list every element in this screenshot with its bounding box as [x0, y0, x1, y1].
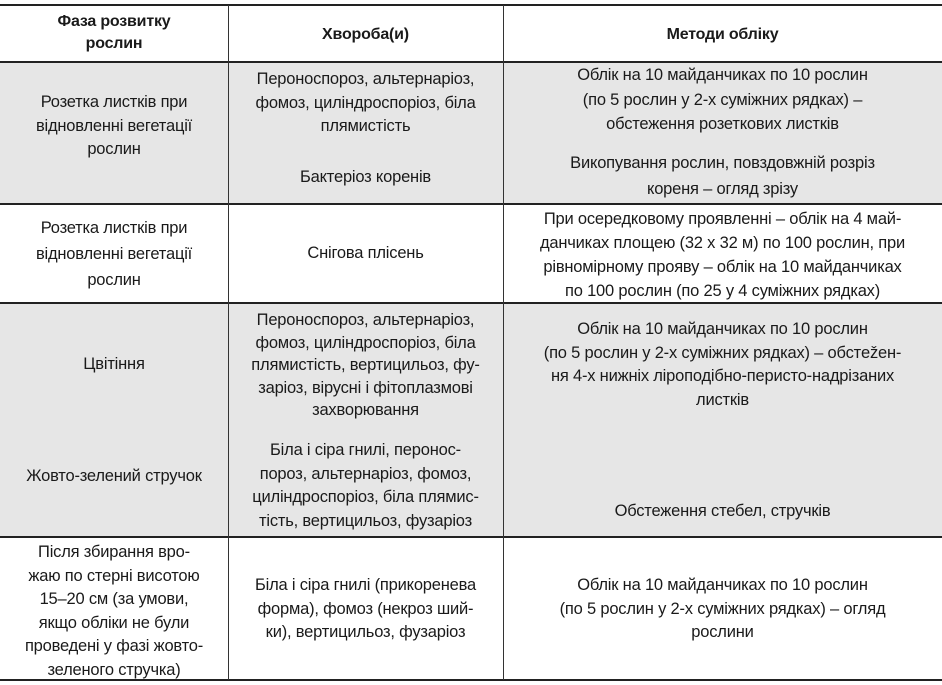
cell-diseases: Біла і сіра гнилі, перонос- пороз, альтернаріоз, фомоз, циліндроспоріоз, біла плямис- тість, вертицильоз, фузаріоз: [252, 441, 479, 531]
cell-methods: Викопування рослин, повздовжній розріз кореня – огляд зрізу: [570, 154, 875, 198]
cell-diseases: Бактеріоз коренів: [299, 168, 432, 186]
header-diseases: Хвороба(и): [322, 26, 409, 43]
cell-diseases: Снігова плісень: [307, 244, 424, 262]
cell-methods: При осередковому проявленні – облік на 4 май- данчиках площею (32 х 32 м) по 100 рослин, при рівномірному прояву – облік на 10 майданчиках по 100 рослин (по 25 у 4 суміжних рядках): [539, 210, 906, 300]
cell-diseases: Пероноспороз, альтернаріоз, фомоз, циліндроспоріоз, біла плямистість: [255, 70, 476, 135]
cell-methods: Облік на 10 майданчиках по 10 рослин (по 5 рослин у 2-х суміжних рядках) – обстežен- ня 4-х нижніх ліроподібно-перисто-надрізаних листків: [543, 320, 902, 409]
cell-phase: Цвітіння: [83, 355, 145, 373]
row-divider: [0, 203, 942, 205]
cell-phase: Розетка листків при відновленні вегетації рослин: [35, 219, 193, 289]
cell-phase: Розетка листків при відновленні вегетації рослин: [35, 93, 193, 158]
cell-methods: Облік на 10 майданчиках по 10 рослин (по 5 рослин у 2-х суміжних рядках) – обстеження розеткових листків: [577, 66, 868, 133]
cell-phase: Після збирання вро- жаю по стерні висотою 15–20 см (за умови, якщо обліки не були проведені у фазі жовто- зеленого стручка): [24, 543, 204, 679]
cell-methods: Облік на 10 майданчиках по 10 рослин (по 5 рослин у 2-х суміжних рядках) – огляд рослини: [559, 576, 886, 641]
table-border-top: [0, 4, 942, 6]
cell-phase: Жовто-зелений стручок: [26, 467, 202, 485]
cell-diseases: Біла і сіра гнилі (прикоренева форма), фомоз (некроз ший- ки), вертицильоз, фузаріоз: [254, 576, 476, 641]
cell-diseases: Пероноспороз, альтернаріоз, фомоз, циліндроспоріоз, біла плямистість, вертицильоз, фу- заріоз, вірусні і фітоплазмові захворювання: [251, 311, 480, 419]
header-phase: Фаза розвитку рослин: [57, 13, 171, 52]
row-divider: [0, 536, 942, 538]
cell-methods: Обстеження стебел, стручків: [614, 502, 831, 520]
header-methods: Методи обліку: [666, 26, 779, 43]
